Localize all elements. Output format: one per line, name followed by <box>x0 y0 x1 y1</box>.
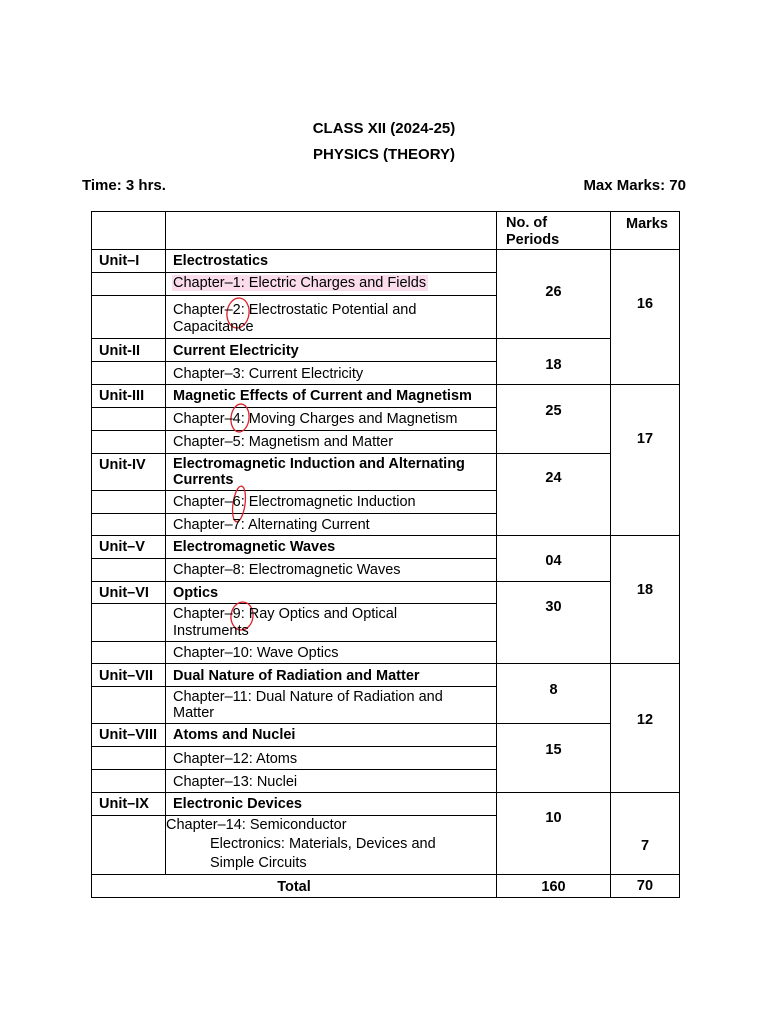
chapter-row: Chapter–11: Dual Nature of Radiation and <box>173 689 443 705</box>
marks-value: 17 <box>636 431 654 447</box>
unit-label: Unit–VIII <box>99 727 158 743</box>
periods-value: 25 <box>545 403 562 419</box>
col-header-periods: Periods <box>506 232 560 248</box>
periods-value: 04 <box>545 553 562 569</box>
marks-value: 12 <box>636 712 654 728</box>
chapter-row: Chapter–13: Nuclei <box>173 774 298 790</box>
chapter-row: Chapter–7: Alternating Current <box>173 517 370 533</box>
unit-title: Dual Nature of Radiation and Matter <box>173 668 420 684</box>
unit-title: Electromagnetic Waves <box>173 539 336 555</box>
unit-title: Optics <box>173 585 219 601</box>
marks-value: 7 <box>640 838 650 854</box>
col-header-periods-l1: No. of <box>506 215 548 231</box>
chapter-row: Chapter–6: Electromagnetic Induction <box>173 494 416 510</box>
unit-label: Unit-II <box>99 343 141 359</box>
unit-label: Unit–IX <box>99 796 149 812</box>
chapter-row: Chapter–8: Electromagnetic Waves <box>173 562 401 578</box>
unit-title: Magnetic Effects of Current and Magnetism <box>173 388 472 404</box>
periods-value: 24 <box>545 470 562 486</box>
chapter-row: Electronics: Materials, Devices and <box>210 836 436 852</box>
chapter-row: Chapter–2: Electrostatic Potential and <box>173 302 417 318</box>
chapter-row: Chapter–3: Current Electricity <box>173 366 364 382</box>
chapter-row: Chapter–10: Wave Optics <box>173 645 339 661</box>
unit-label: Unit–I <box>99 253 140 269</box>
chapter-row: Chapter–12: Atoms <box>173 751 298 767</box>
chapter-row: Matter <box>173 705 215 721</box>
subject-title: PHYSICS (THEORY) <box>313 146 455 163</box>
periods-value: 8 <box>549 682 558 698</box>
total-periods: 160 <box>541 879 566 895</box>
chapter-row: Chapter–5: Magnetism and Matter <box>173 434 394 450</box>
unit-label: Unit–VII <box>99 668 153 684</box>
col-header-marks: Marks <box>626 216 668 232</box>
unit-title: Current Electricity <box>173 343 299 359</box>
chapter-row: Instruments <box>173 623 249 639</box>
chapter-row: Chapter–4: Moving Charges and Magnetism <box>173 411 458 427</box>
unit-title: Currents <box>173 472 234 488</box>
total-marks: 70 <box>636 878 654 894</box>
chapter-row: Chapter–9: Ray Optics and Optical <box>173 606 398 622</box>
time-label: Time: 3 hrs. <box>82 177 166 194</box>
unit-title: Atoms and Nuclei <box>173 727 296 743</box>
total-label: Total <box>277 879 311 895</box>
unit-title: Electrostatics <box>173 253 269 269</box>
periods-value: 10 <box>545 810 562 826</box>
unit-title: Electromagnetic Induction and Alternating <box>173 456 465 472</box>
periods-value: 26 <box>545 284 562 300</box>
marks-value: 18 <box>636 582 654 598</box>
unit-label: Unit–V <box>99 539 145 555</box>
chapter-row-highlighted: Chapter–1: Electric Charges and Fields <box>173 275 427 291</box>
unit-label: Unit-IV <box>99 457 146 473</box>
unit-label: Unit-III <box>99 388 145 404</box>
periods-value: 30 <box>545 599 562 615</box>
periods-value: 18 <box>545 357 562 373</box>
unit-label: Unit–VI <box>99 585 149 601</box>
chapter-row: Simple Circuits <box>210 855 307 871</box>
chapter-row: Chapter–14: Semiconductor <box>166 817 347 833</box>
class-title: CLASS XII (2024-25) <box>312 120 456 137</box>
chapter-row: Capacitance <box>173 319 254 335</box>
max-marks-label: Max Marks: 70 <box>583 177 686 194</box>
unit-title: Electronic Devices <box>173 796 302 812</box>
marks-value: 16 <box>636 296 654 312</box>
periods-value: 15 <box>545 742 562 758</box>
